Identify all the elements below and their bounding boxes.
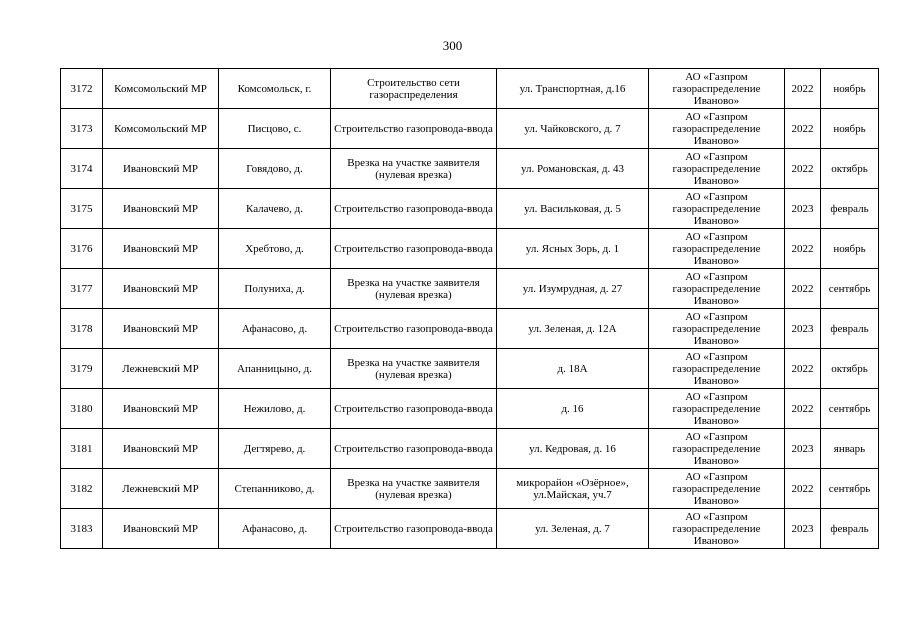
row-number-cell: 3172: [61, 69, 103, 109]
row-number-cell: 3177: [61, 269, 103, 309]
district-cell: Ивановский МР: [103, 509, 219, 549]
month-cell: октябрь: [821, 149, 879, 189]
organization-cell: АО «Газпром газораспределение Иваново»: [649, 349, 785, 389]
table-row: [61, 509, 879, 549]
address-cell: д. 18А: [497, 349, 649, 389]
year-cell: 2022: [785, 149, 821, 189]
month-cell: сентябрь: [821, 269, 879, 309]
work-type-cell: Строительство газопровода-ввода: [331, 309, 497, 349]
year-cell: 2022: [785, 389, 821, 429]
year-cell: 2023: [785, 189, 821, 229]
month-cell: февраль: [821, 309, 879, 349]
organization-cell: АО «Газпром газораспределение Иваново»: [649, 149, 785, 189]
locality-cell: Говядово, д.: [219, 149, 331, 189]
year-cell: 2022: [785, 229, 821, 269]
district-cell: Ивановский МР: [103, 389, 219, 429]
table-row: [61, 349, 879, 389]
table-row: [61, 469, 879, 509]
address-cell: микрорайон «Озёрное», ул.Майская, уч.7: [497, 469, 649, 509]
year-cell: 2023: [785, 429, 821, 469]
year-cell: 2022: [785, 349, 821, 389]
organization-cell: АО «Газпром газораспределение Иваново»: [649, 389, 785, 429]
organization-cell: АО «Газпром газораспределение Иваново»: [649, 509, 785, 549]
month-cell: октябрь: [821, 349, 879, 389]
locality-cell: Писцово, с.: [219, 109, 331, 149]
table-row: [61, 189, 879, 229]
month-cell: февраль: [821, 509, 879, 549]
district-cell: Лежневский МР: [103, 349, 219, 389]
table-row: [61, 309, 879, 349]
address-cell: ул. Васильковая, д. 5: [497, 189, 649, 229]
table-body: [61, 69, 879, 549]
work-type-cell: Врезка на участке заявителя (нулевая врезка): [331, 469, 497, 509]
locality-cell: Дегтярево, д.: [219, 429, 331, 469]
organization-cell: АО «Газпром газораспределение Иваново»: [649, 229, 785, 269]
organization-cell: АО «Газпром газораспределение Иваново»: [649, 309, 785, 349]
locality-cell: Степанниково, д.: [219, 469, 331, 509]
organization-cell: АО «Газпром газораспределение Иваново»: [649, 469, 785, 509]
address-cell: ул. Ясных Зорь, д. 1: [497, 229, 649, 269]
work-type-cell: Строительство газопровода-ввода: [331, 509, 497, 549]
month-cell: ноябрь: [821, 229, 879, 269]
district-cell: Комсомольский МР: [103, 109, 219, 149]
month-cell: январь: [821, 429, 879, 469]
month-cell: ноябрь: [821, 109, 879, 149]
table-row: [61, 269, 879, 309]
gasification-table: [60, 68, 879, 549]
work-type-cell: Строительство газопровода-ввода: [331, 109, 497, 149]
year-cell: 2023: [785, 309, 821, 349]
work-type-cell: Врезка на участке заявителя (нулевая врезка): [331, 349, 497, 389]
row-number-cell: 3173: [61, 109, 103, 149]
organization-cell: АО «Газпром газораспределение Иваново»: [649, 429, 785, 469]
locality-cell: Нежилово, д.: [219, 389, 331, 429]
district-cell: Лежневский МР: [103, 469, 219, 509]
table-row: [61, 389, 879, 429]
locality-cell: Афанасово, д.: [219, 309, 331, 349]
month-cell: ноябрь: [821, 69, 879, 109]
address-cell: д. 16: [497, 389, 649, 429]
address-cell: ул. Романовская, д. 43: [497, 149, 649, 189]
work-type-cell: Строительство сети газораспределения: [331, 69, 497, 109]
table-row: [61, 229, 879, 269]
locality-cell: Комсомольск, г.: [219, 69, 331, 109]
table-row: [61, 429, 879, 469]
page-number: 300: [442, 38, 463, 53]
work-type-cell: Строительство газопровода-ввода: [331, 189, 497, 229]
district-cell: Ивановский МР: [103, 309, 219, 349]
address-cell: ул. Кедровая, д. 16: [497, 429, 649, 469]
row-number-cell: 3179: [61, 349, 103, 389]
locality-cell: Хребтово, д.: [219, 229, 331, 269]
work-type-cell: Строительство газопровода-ввода: [331, 429, 497, 469]
work-type-cell: Строительство газопровода-ввода: [331, 389, 497, 429]
address-cell: ул. Зеленая, д. 7: [497, 509, 649, 549]
locality-cell: Апанницыно, д.: [219, 349, 331, 389]
address-cell: ул. Зеленая, д. 12А: [497, 309, 649, 349]
row-number-cell: 3181: [61, 429, 103, 469]
row-number-cell: 3175: [61, 189, 103, 229]
row-number-cell: 3174: [61, 149, 103, 189]
row-number-cell: 3176: [61, 229, 103, 269]
year-cell: 2023: [785, 509, 821, 549]
organization-cell: АО «Газпром газораспределение Иваново»: [649, 269, 785, 309]
year-cell: 2022: [785, 69, 821, 109]
locality-cell: Полуниха, д.: [219, 269, 331, 309]
row-number-cell: 3178: [61, 309, 103, 349]
year-cell: 2022: [785, 109, 821, 149]
organization-cell: АО «Газпром газораспределение Иваново»: [649, 69, 785, 109]
district-cell: Ивановский МР: [103, 149, 219, 189]
work-type-cell: Врезка на участке заявителя (нулевая врезка): [331, 269, 497, 309]
address-cell: ул. Чайковского, д. 7: [497, 109, 649, 149]
year-cell: 2022: [785, 269, 821, 309]
row-number-cell: 3180: [61, 389, 103, 429]
locality-cell: Калачево, д.: [219, 189, 331, 229]
district-cell: Ивановский МР: [103, 189, 219, 229]
month-cell: сентябрь: [821, 469, 879, 509]
table-row: [61, 69, 879, 109]
district-cell: Ивановский МР: [103, 269, 219, 309]
row-number-cell: 3182: [61, 469, 103, 509]
district-cell: Ивановский МР: [103, 429, 219, 469]
month-cell: февраль: [821, 189, 879, 229]
locality-cell: Афанасово, д.: [219, 509, 331, 549]
table-row: [61, 109, 879, 149]
organization-cell: АО «Газпром газораспределение Иваново»: [649, 189, 785, 229]
work-type-cell: Врезка на участке заявителя (нулевая врезка): [331, 149, 497, 189]
district-cell: Ивановский МР: [103, 229, 219, 269]
address-cell: ул. Изумрудная, д. 27: [497, 269, 649, 309]
table-row: [61, 149, 879, 189]
work-type-cell: Строительство газопровода-ввода: [331, 229, 497, 269]
row-number-cell: 3183: [61, 509, 103, 549]
organization-cell: АО «Газпром газораспределение Иваново»: [649, 109, 785, 149]
year-cell: 2022: [785, 469, 821, 509]
month-cell: сентябрь: [821, 389, 879, 429]
district-cell: Комсомольский МР: [103, 69, 219, 109]
address-cell: ул. Транспортная, д.16: [497, 69, 649, 109]
